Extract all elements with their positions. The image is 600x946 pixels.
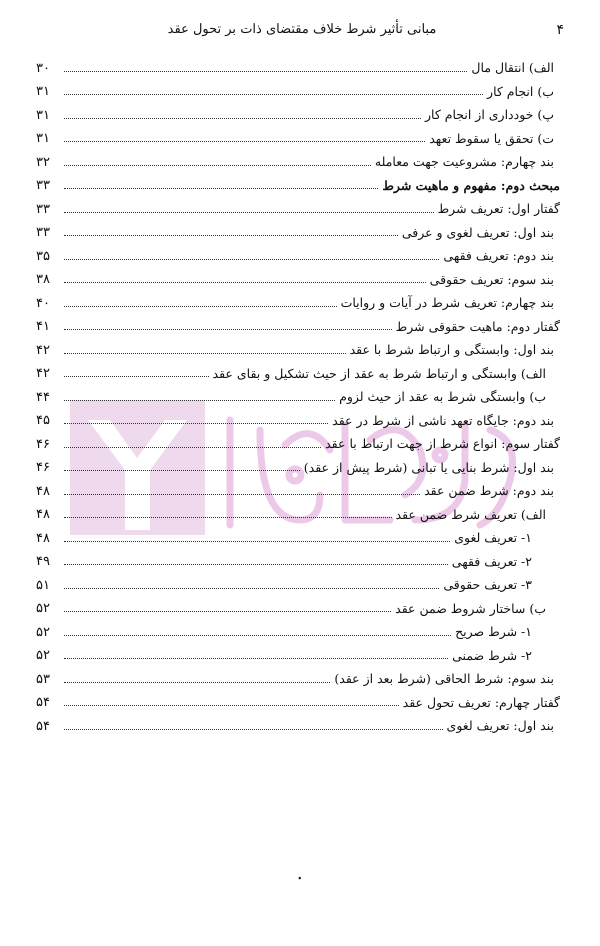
toc-entry-page: ۴۱ xyxy=(36,319,50,334)
dot-leader xyxy=(64,375,209,377)
toc-entry[interactable] xyxy=(36,192,560,216)
dot-leader xyxy=(64,164,371,166)
toc-entry[interactable] xyxy=(36,122,560,146)
toc-entry-page: ۳۱ xyxy=(36,84,50,99)
toc-entry-page: ۳۲ xyxy=(36,154,50,170)
toc-entry[interactable] xyxy=(36,474,560,498)
toc-entry-title: بند اول: تعریف لغوی xyxy=(446,718,554,733)
toc-entry[interactable] xyxy=(36,592,560,616)
toc-entry-title: بند اول: شرط بنایی یا تبانی (شرط پیش از عقد) xyxy=(303,459,554,475)
page-number: ۴ xyxy=(556,22,564,38)
toc-entry-title: پ) خودداری از انجام کار xyxy=(424,107,554,122)
toc-entry[interactable] xyxy=(36,310,560,334)
toc-entry-page: ۵۴ xyxy=(36,718,50,734)
toc-entry-title: الف) وابستگی و ارتباط شرط به عقد از حیث تشکیل و بقای عقد xyxy=(212,365,546,381)
dot-leader xyxy=(64,540,450,542)
toc-entry[interactable] xyxy=(36,545,560,569)
running-title: مبانی تأثیر شرط خلاف مقتضای ذات بر تحول عقد xyxy=(167,22,437,37)
toc-entry[interactable] xyxy=(36,263,560,287)
toc-entry-page: ۴۶ xyxy=(36,460,50,475)
toc-entry[interactable] xyxy=(36,145,560,169)
toc-entry[interactable] xyxy=(36,98,560,122)
toc-entry-page: ۴۹ xyxy=(36,554,50,569)
dot-leader xyxy=(64,70,467,72)
toc-entry[interactable] xyxy=(36,380,560,404)
toc-entry-page: ۴۸ xyxy=(36,483,50,499)
table-of-contents xyxy=(36,51,560,733)
dot-leader xyxy=(64,681,330,683)
toc-entry-page: ۵۴ xyxy=(36,695,50,710)
toc-entry-page: ۳۳ xyxy=(36,201,50,217)
toc-entry-page: ۵۱ xyxy=(36,577,50,593)
toc-entry-page: ۳۱ xyxy=(36,107,50,123)
dot-leader xyxy=(64,305,337,307)
toc-entry[interactable] xyxy=(36,709,560,733)
toc-entry-page: ۳۰ xyxy=(36,60,50,76)
dot-leader xyxy=(64,563,448,565)
toc-entry[interactable] xyxy=(36,498,560,522)
toc-entry-title: گفتار دوم: ماهیت حقوقی شرط xyxy=(395,318,560,334)
toc-entry-title: ۱- تعریف لغوی xyxy=(454,530,532,545)
toc-entry-page: ۴۴ xyxy=(36,389,50,405)
toc-entry[interactable] xyxy=(36,51,560,75)
toc-entry-title: ب) وابستگی شرط به عقد از حیث لزوم xyxy=(339,389,546,404)
toc-entry[interactable] xyxy=(36,169,560,193)
toc-entry-title: مبحث دوم: مفهوم و ماهیت شرط xyxy=(382,177,560,193)
toc-entry[interactable] xyxy=(36,615,560,639)
dot-leader xyxy=(64,117,421,119)
dot-leader xyxy=(64,422,328,424)
toc-entry[interactable] xyxy=(36,404,560,428)
toc-entry[interactable] xyxy=(36,639,560,663)
toc-entry-title: ۱- شرط صریح xyxy=(455,624,532,639)
toc-entry-title: ب) انجام کار xyxy=(487,83,554,99)
toc-entry-title: گفتار اول: تعریف شرط xyxy=(437,201,560,216)
dot-leader xyxy=(64,493,420,495)
toc-entry-page: ۴۰ xyxy=(36,295,50,311)
toc-entry-title: گفتار چهارم: تعریف تحول عقد xyxy=(402,694,560,710)
dot-leader xyxy=(64,258,439,260)
toc-entry-page: ۴۲ xyxy=(36,342,50,358)
toc-entry-title: بند سوم: تعریف حقوقی xyxy=(429,271,554,287)
toc-entry[interactable] xyxy=(36,521,560,545)
dot-leader xyxy=(64,281,426,283)
toc-entry-title: بند دوم: تعریف فقهی xyxy=(443,248,554,263)
page-header xyxy=(40,22,564,46)
toc-entry-title: ۳- تعریف حقوقی xyxy=(443,577,532,592)
toc-entry-page: ۴۸ xyxy=(36,507,50,522)
toc-entry[interactable] xyxy=(36,239,560,263)
dot-leader xyxy=(64,140,425,142)
toc-entry[interactable] xyxy=(36,662,560,686)
dot-leader xyxy=(64,187,378,189)
toc-entry-page: ۳۳ xyxy=(36,225,50,240)
toc-entry-title: گفتار سوم: انواع شرط از جهت ارتباط با عقد xyxy=(325,436,560,451)
dot-leader xyxy=(64,610,391,612)
toc-entry[interactable] xyxy=(36,568,560,592)
toc-entry[interactable] xyxy=(36,451,560,475)
toc-entry-page: ۳۸ xyxy=(36,272,50,287)
toc-entry-page: ۵۲ xyxy=(36,648,50,663)
dot-leader xyxy=(64,587,439,589)
toc-entry-title: بند اول: تعریف لغوی و عرفی xyxy=(401,224,554,240)
toc-entry-title: بند اول: وابستگی و ارتباط شرط با عقد xyxy=(349,342,554,357)
footer-mark: ٠ xyxy=(296,870,304,886)
toc-entry-title: بند دوم: جایگاه تعهد ناشی از شرط در عقد xyxy=(332,412,554,428)
dot-leader xyxy=(64,446,321,448)
toc-entry-title: ۲- شرط ضمنی xyxy=(452,647,532,663)
toc-entry-title: الف) تعریف شرط ضمن عقد xyxy=(395,506,546,522)
dot-leader xyxy=(64,399,335,401)
toc-entry[interactable] xyxy=(36,427,560,451)
toc-entry[interactable] xyxy=(36,333,560,357)
toc-entry-page: ۴۲ xyxy=(36,366,50,381)
toc-entry-title: ب) ساختار شروط ضمن عقد xyxy=(395,600,546,616)
toc-entry-page: ۳۳ xyxy=(36,178,50,193)
toc-entry-page: ۳۵ xyxy=(36,248,50,264)
dot-leader xyxy=(64,657,448,659)
toc-entry-title: بند چهارم: مشروعیت جهت معامله xyxy=(374,154,554,169)
toc-entry-title: بند سوم: شرط الحاقی (شرط بعد از عقد) xyxy=(334,671,554,686)
toc-entry-page: ۴۶ xyxy=(36,436,50,452)
dot-leader xyxy=(64,93,483,95)
dot-leader xyxy=(64,634,451,636)
toc-entry-title: بند چهارم: تعریف شرط در آیات و روایات xyxy=(340,295,554,310)
toc-entry-page: ۵۲ xyxy=(36,624,50,640)
dot-leader xyxy=(64,352,346,354)
dot-leader xyxy=(64,516,392,518)
toc-entry-page: ۴۸ xyxy=(36,530,50,546)
dot-leader xyxy=(64,704,399,706)
toc-entry[interactable] xyxy=(36,216,560,240)
dot-leader xyxy=(64,469,300,471)
toc-entry-page: ۵۲ xyxy=(36,601,50,616)
toc-entry-title: بند دوم: شرط ضمن عقد xyxy=(424,483,554,498)
toc-entry-title: ۲- تعریف فقهی xyxy=(451,553,532,569)
dot-leader xyxy=(64,211,434,213)
toc-entry[interactable] xyxy=(36,686,560,710)
dot-leader xyxy=(64,328,392,330)
toc-entry[interactable] xyxy=(36,357,560,381)
toc-entry-page: ۳۱ xyxy=(36,131,50,146)
dot-leader xyxy=(64,728,443,730)
toc-entry-title: الف) انتقال مال xyxy=(471,60,554,75)
dot-leader xyxy=(64,234,398,236)
toc-entry-title: ت) تحقق یا سقوط تعهد xyxy=(429,130,554,146)
toc-entry[interactable] xyxy=(36,75,560,99)
toc-entry-page: ۵۳ xyxy=(36,671,50,687)
toc-entry-page: ۴۵ xyxy=(36,413,50,428)
toc-entry[interactable] xyxy=(36,286,560,310)
